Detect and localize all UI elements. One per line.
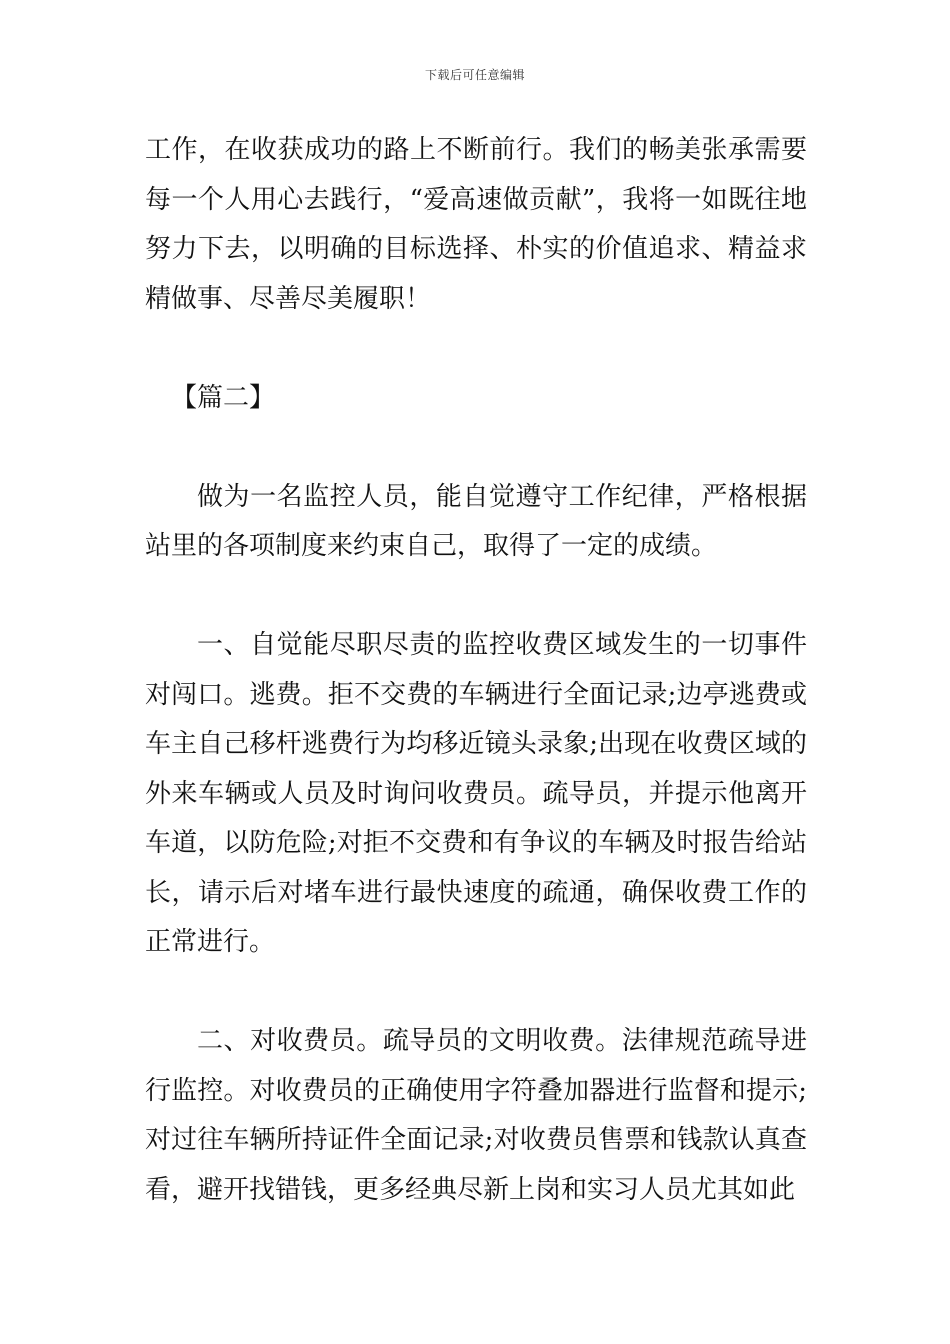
paragraph-intro: 做为一名监控人员，能自觉遵守工作纪律，严格根据站里的各项制度来约束自己，取得了一定的成绩。	[145, 481, 807, 561]
paragraph-continuation: 工作，在收获成功的路上不断前行。我们的畅美张承需要每一个人用心去践行，“爱高速做贡献”，我将一如既往地努力下去，以明确的目标选择、朴实的价值追求、精益求精做事、尽善尽美履职！	[145, 135, 807, 314]
section-title: 【篇二】	[171, 382, 276, 413]
paragraph-spacer	[145, 324, 807, 374]
paragraph-spacer	[145, 968, 807, 1018]
paragraph-item-one: 一、自觉能尽职尽责的监控收费区域发生的一切事件对闯口。逃费。拒不交费的车辆进行全面记录;边亭逃费或车主自己移杆逃费行为均移近镜头录象;出现在收费区域的外来车辆或人员及时询问收费员。疏导员，并提示他离开车道，以防危险;对拒不交费和有争议的车辆及时报告给站长，请示后对堵车进行最快速度的疏通，确保收费工作的正常进行。	[145, 630, 807, 957]
header-note: 下载后可任意编辑	[424, 68, 525, 82]
paragraph-item-two: 二、对收费员。疏导员的文明收费。法律规范疏导进行监控。对收费员的正确使用字符叠加器进行监督和提示;对过往车辆所持证件全面记录;对收费员售票和钱款认真查看，避开找错钱，更多经典尽新上岗和实习人员尤其如此	[145, 1026, 807, 1205]
paragraph-spacer	[145, 423, 807, 473]
document-body	[145, 126, 807, 1215]
paragraph-spacer	[145, 572, 807, 622]
